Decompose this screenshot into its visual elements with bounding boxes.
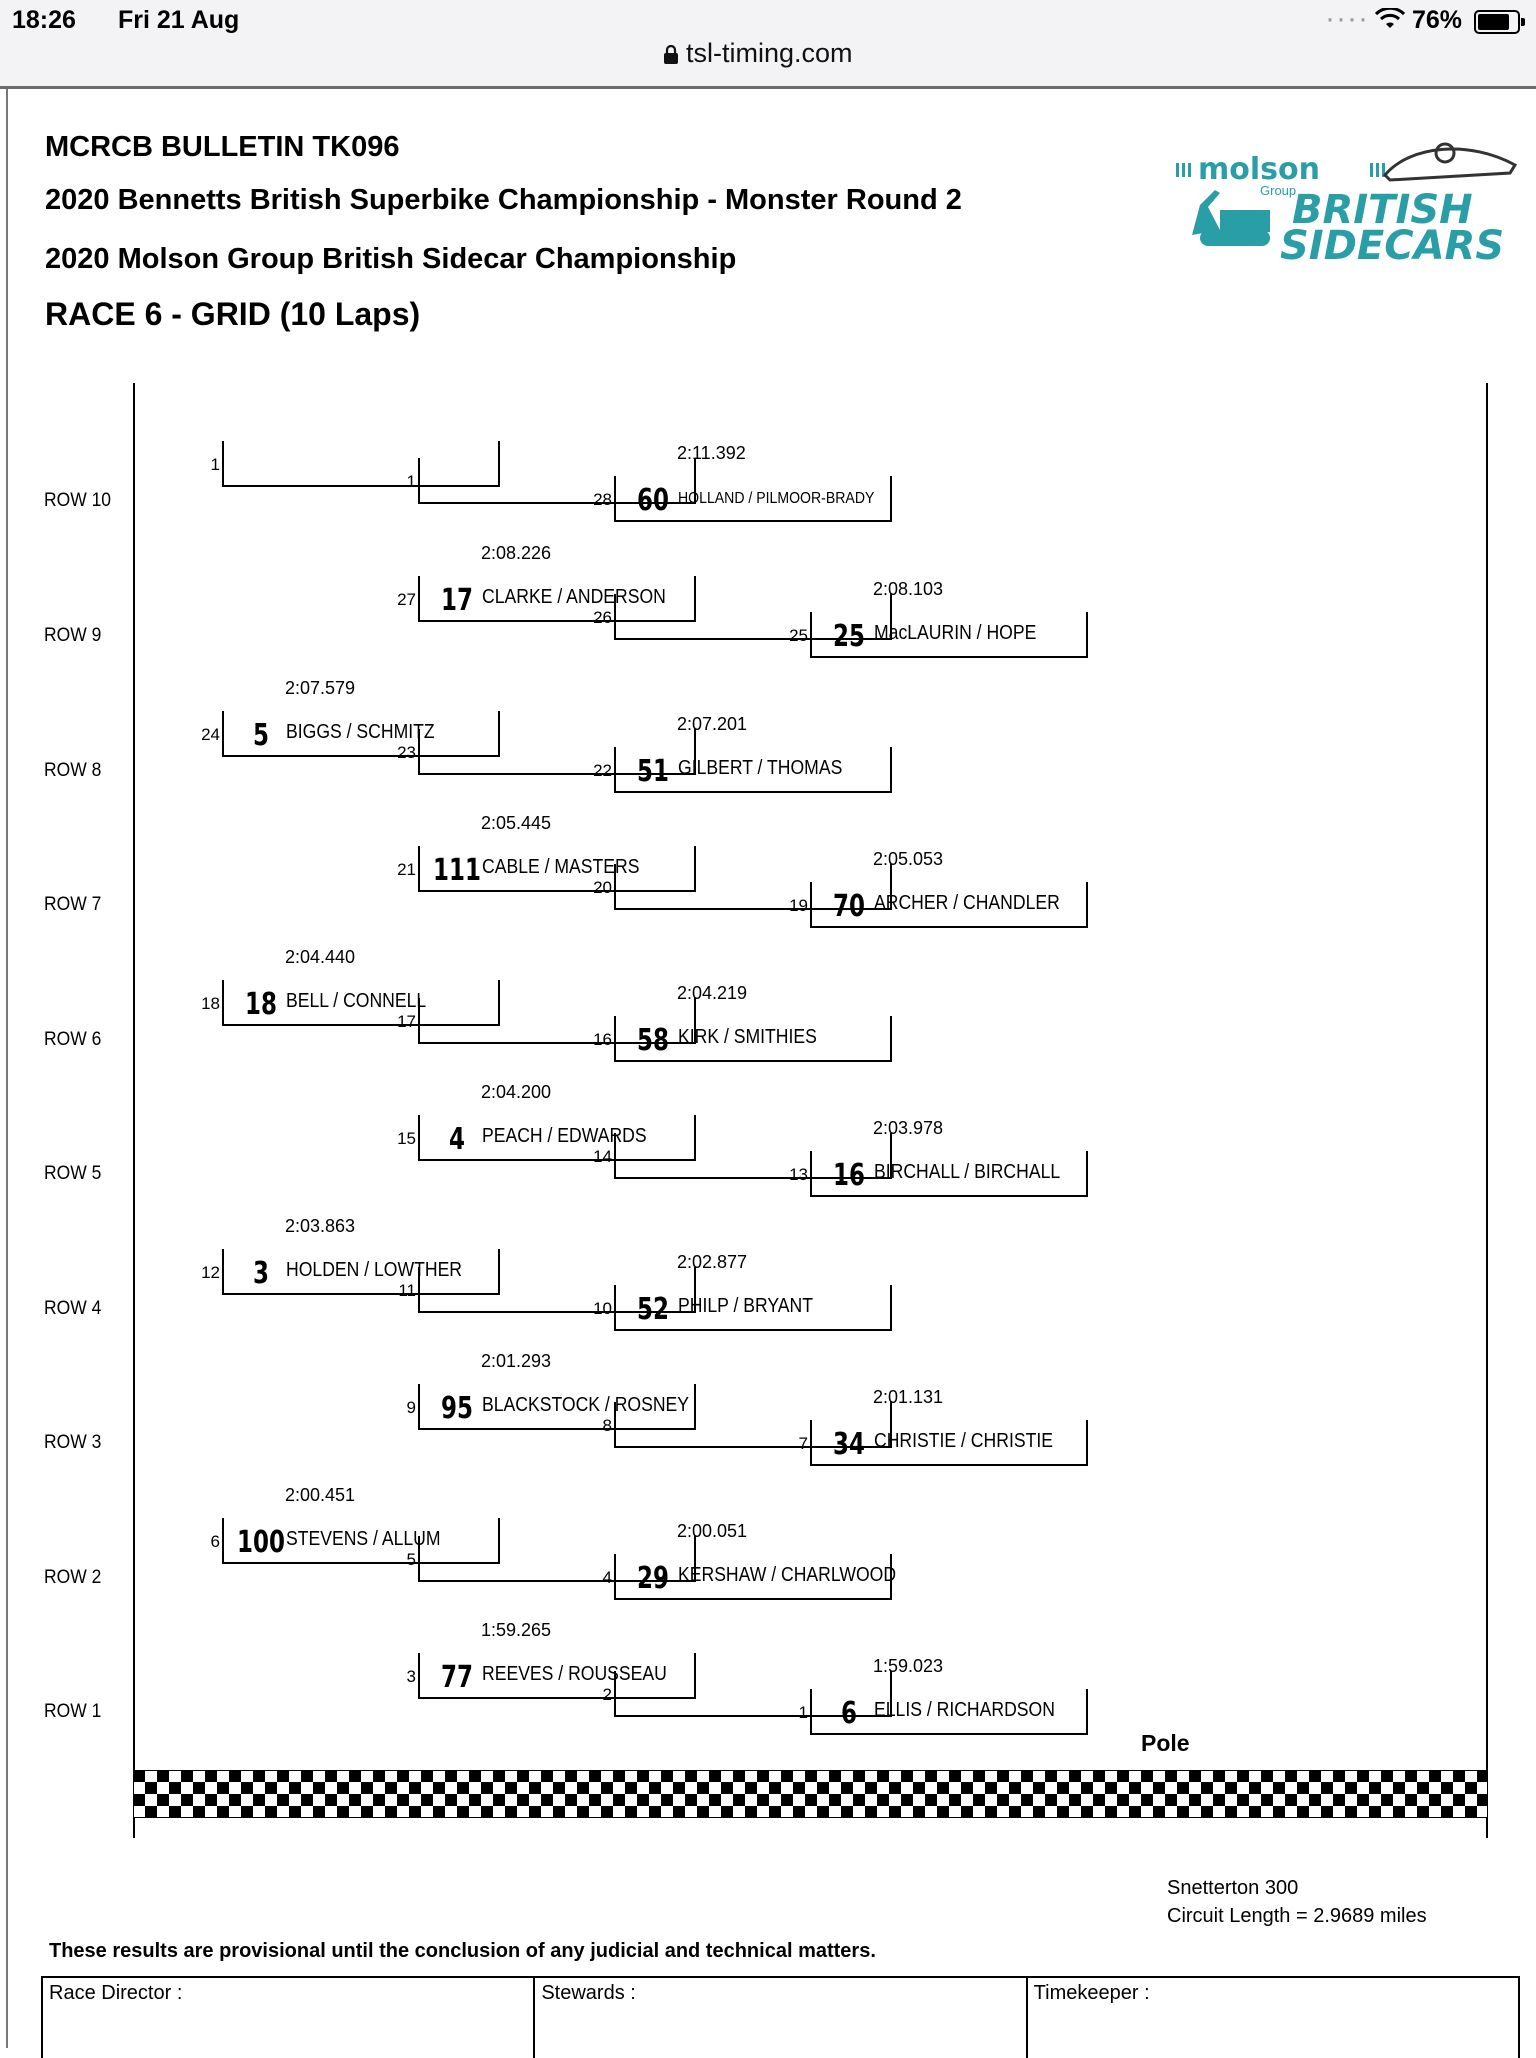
row-label: ROW 7 xyxy=(44,894,102,915)
grid-position: 17 xyxy=(397,1012,416,1031)
grid-left-line xyxy=(133,383,135,1838)
race-number: 95 xyxy=(441,1391,473,1426)
race-number: 16 xyxy=(833,1158,865,1193)
wifi-icon xyxy=(1375,8,1405,30)
grid-position: 1 xyxy=(210,455,220,474)
row-label: ROW 2 xyxy=(44,1567,102,1588)
timekeeper-cell: Timekeeper : xyxy=(1033,1982,1150,2004)
crew-names: PHILP / BRYANT xyxy=(678,1295,813,1317)
crew-names: KIRK / SMITHIES xyxy=(678,1026,817,1048)
grid-position: 16 xyxy=(593,1030,612,1049)
grid-position: 28 xyxy=(593,490,612,509)
crew-names: BIGGS / SCHMITZ xyxy=(286,721,435,743)
grid-position: 1 xyxy=(798,1703,808,1722)
grid-position: 26 xyxy=(593,608,612,627)
grid-position: 15 xyxy=(397,1129,416,1148)
race-number: 52 xyxy=(637,1292,669,1327)
row-label: ROW 5 xyxy=(44,1163,102,1184)
battery-icon xyxy=(1474,10,1520,34)
qualifying-time: 2:03.863 xyxy=(285,1216,356,1236)
qualifying-time: 2:04.200 xyxy=(481,1082,552,1102)
grid-position: 1 xyxy=(406,472,416,491)
svg-text:BRITISH: BRITISH xyxy=(1292,187,1473,233)
pole-label: Pole xyxy=(1141,1730,1190,1756)
race-number: 25 xyxy=(833,619,865,654)
battery-percent: 76% xyxy=(1412,6,1463,34)
event-title: 2020 Bennetts British Superbike Championship - Monster Round 2 xyxy=(45,184,962,216)
qualifying-time: 2:04.219 xyxy=(677,983,748,1003)
grid-position: 3 xyxy=(406,1667,416,1686)
grid-position: 2 xyxy=(602,1685,612,1704)
address-bar-url[interactable]: tsl-timing.com xyxy=(686,38,853,68)
crew-names: CHRISTIE / CHRISTIE xyxy=(874,1430,1053,1452)
race-number: 4 xyxy=(449,1122,465,1157)
grid-position: 11 xyxy=(398,1281,416,1300)
race-director-cell: Race Director : xyxy=(43,1978,535,2058)
crew-names: HOLDEN / LOWTHER xyxy=(286,1259,463,1281)
crew-names: GILBERT / THOMAS xyxy=(678,757,843,779)
crew-names: ELLIS / RICHARDSON xyxy=(874,1699,1055,1721)
row-label: ROW 9 xyxy=(44,625,102,646)
race-number: 3 xyxy=(253,1256,269,1291)
row-label: ROW 8 xyxy=(44,760,102,781)
row-label: ROW 6 xyxy=(44,1029,102,1050)
grid-position: 24 xyxy=(201,725,220,744)
grid-position: 25 xyxy=(789,626,808,645)
grid-position: 12 xyxy=(201,1263,220,1282)
race-number: 29 xyxy=(637,1561,669,1596)
crew-names: BIRCHALL / BIRCHALL xyxy=(874,1161,1061,1183)
grid-position: 7 xyxy=(798,1434,808,1453)
row-label: ROW 1 xyxy=(44,1701,102,1722)
race-number: 111 xyxy=(433,853,481,888)
race-number: 77 xyxy=(441,1660,473,1695)
race-number: 70 xyxy=(833,889,865,924)
qualifying-time: 2:01.293 xyxy=(481,1351,552,1371)
qualifying-time: 2:08.103 xyxy=(873,579,944,599)
provisional-note: These results are provisional until the conclusion of any judicial and technical matters. xyxy=(49,1940,876,1962)
qualifying-time: 2:05.053 xyxy=(873,849,944,869)
race-number: 5 xyxy=(253,718,269,753)
qualifying-time: 2:00.451 xyxy=(285,1485,356,1505)
status-time: 18:26 xyxy=(12,6,76,34)
svg-text:SIDECARS: SIDECARS xyxy=(1280,223,1505,265)
cellular-signal-icon: ···· xyxy=(1325,2,1369,35)
svg-text:Group: Group xyxy=(1260,183,1297,198)
status-bar xyxy=(0,0,1536,89)
qualifying-time: 1:59.023 xyxy=(873,1656,944,1676)
qualifying-time: 2:07.201 xyxy=(677,714,748,734)
grid-position: 27 xyxy=(397,590,416,609)
grid-position: 21 xyxy=(397,860,416,879)
lock-icon xyxy=(663,45,679,65)
stewards-cell: Stewards : xyxy=(535,1978,1027,2058)
race-number: 17 xyxy=(441,583,473,618)
grid-position: 10 xyxy=(593,1299,612,1318)
race-number: 60 xyxy=(637,483,669,518)
race-number: 6 xyxy=(841,1696,857,1731)
race-number: 34 xyxy=(833,1427,865,1462)
qualifying-time: 2:02.877 xyxy=(677,1252,748,1272)
grid-position: 18 xyxy=(201,994,220,1013)
qualifying-time: 2:11.392 xyxy=(677,443,746,463)
crew-names: KERSHAW / CHARLWOOD xyxy=(678,1564,897,1586)
grid-right-line xyxy=(1486,383,1488,1838)
grid-position: 22 xyxy=(593,761,612,780)
circuit-length: Circuit Length = 2.9689 miles xyxy=(1167,1905,1427,1927)
crew-names: PEACH / EDWARDS xyxy=(482,1125,647,1147)
qualifying-time: 2:00.051 xyxy=(677,1521,748,1541)
crew-names: CABLE / MASTERS xyxy=(482,856,640,878)
status-date: Fri 21 Aug xyxy=(118,6,240,34)
qualifying-time: 1:59.265 xyxy=(481,1620,552,1640)
grid-position: 9 xyxy=(406,1398,416,1417)
circuit-name: Snetterton 300 xyxy=(1167,1877,1299,1899)
british-sidecars-logo xyxy=(1170,135,1520,265)
championship-title: 2020 Molson Group British Sidecar Championship xyxy=(45,243,737,275)
svg-text:molson: molson xyxy=(1198,152,1320,187)
race-number: 51 xyxy=(637,754,669,789)
document-page xyxy=(6,89,1536,2048)
grid-position: 8 xyxy=(602,1416,612,1435)
signoff-table xyxy=(41,1976,1520,2058)
qualifying-time: 2:01.131 xyxy=(873,1387,944,1407)
grid-position: 6 xyxy=(210,1532,220,1551)
race-number: 100 xyxy=(237,1525,285,1560)
chequered-line xyxy=(133,1770,1488,1818)
qualifying-time: 2:08.226 xyxy=(481,543,552,563)
crew-names: STEVENS / ALLUM xyxy=(286,1528,441,1550)
grid-position: 19 xyxy=(789,896,808,915)
crew-names: REEVES / ROUSSEAU xyxy=(482,1663,667,1685)
race-number: 58 xyxy=(637,1023,669,1058)
qualifying-time: 2:07.579 xyxy=(285,678,356,698)
qualifying-time: 2:03.978 xyxy=(873,1118,944,1138)
crew-names: HOLLAND / PILMOOR-BRADY xyxy=(678,490,875,507)
grid-position: 23 xyxy=(397,743,416,762)
grid-position: 13 xyxy=(789,1165,808,1184)
row-label: ROW 4 xyxy=(44,1298,102,1319)
crew-names: MacLAURIN / HOPE xyxy=(874,622,1037,644)
crew-names: BLACKSTOCK / ROSNEY xyxy=(482,1394,690,1416)
race-title: RACE 6 - GRID (10 Laps) xyxy=(45,296,421,332)
circuit-info xyxy=(1167,1874,1427,1930)
grid-position: 5 xyxy=(406,1550,416,1569)
row-label: ROW 10 xyxy=(44,490,112,511)
bulletin-title: MCRCB BULLETIN TK096 xyxy=(45,131,400,163)
grid-position: 20 xyxy=(593,878,612,897)
crew-names: ARCHER / CHANDLER xyxy=(874,892,1060,914)
crew-names: CLARKE / ANDERSON xyxy=(482,586,666,608)
qualifying-time: 2:05.445 xyxy=(481,813,552,833)
race-number: 18 xyxy=(245,987,277,1022)
grid-position: 4 xyxy=(602,1568,612,1587)
grid-position: 14 xyxy=(593,1147,612,1166)
crew-names: BELL / CONNELL xyxy=(286,990,427,1012)
row-label: ROW 3 xyxy=(44,1432,102,1453)
qualifying-time: 2:04.440 xyxy=(285,947,356,967)
